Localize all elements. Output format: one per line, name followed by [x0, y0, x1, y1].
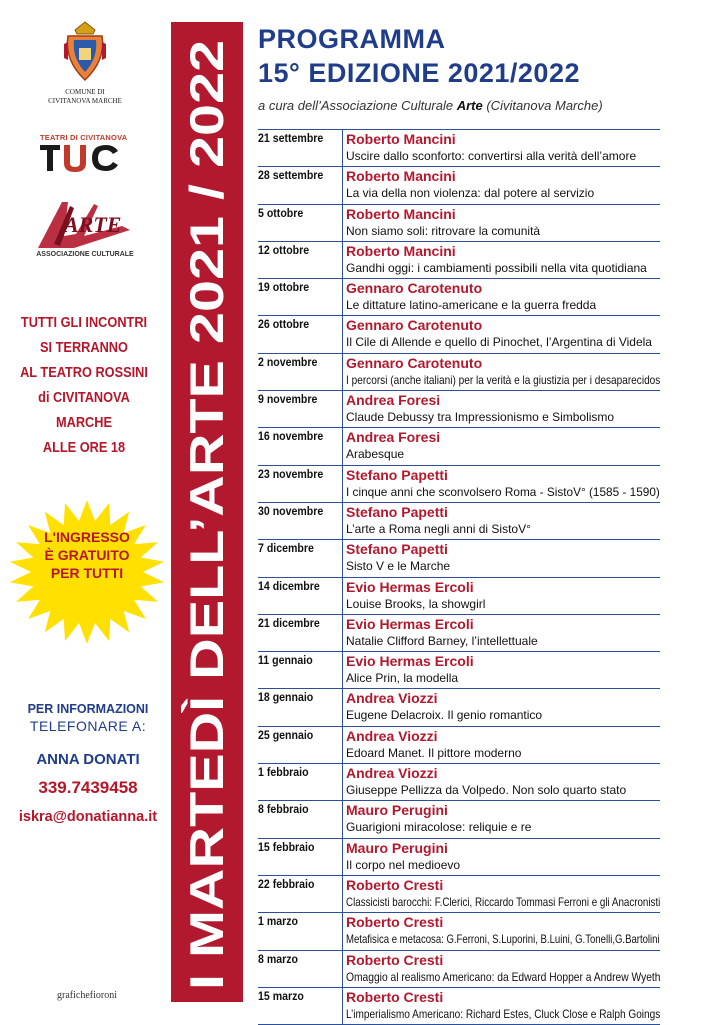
program-row — [258, 278, 660, 315]
program-title: PROGRAMMA — [258, 24, 446, 54]
program-row — [258, 204, 660, 241]
program-row — [258, 875, 660, 912]
column-divider — [342, 503, 343, 539]
event-speaker: Roberto Cresti — [346, 914, 444, 931]
arte-logo-subtitle: ASSOCIAZIONE CULTURALE — [36, 251, 134, 258]
program-row — [258, 912, 660, 949]
column-divider — [342, 913, 343, 949]
column-divider — [342, 727, 343, 763]
free-entry-line: È GRATUITO — [44, 547, 130, 563]
comune-label-line1: COMUNE DI — [65, 88, 105, 96]
event-date: 11 gennaio — [258, 655, 313, 668]
program-row — [258, 950, 660, 987]
venue-line: SI TERRANNO — [40, 340, 128, 356]
venue-line: ALLE ORE 18 — [42, 440, 126, 456]
event-speaker: Gennaro Carotenuto — [346, 354, 483, 371]
free-entry-badge — [8, 528, 166, 582]
column-divider — [342, 801, 343, 837]
event-speaker: Evio Hermas Ercoli — [346, 615, 474, 632]
printer-credit: grafichefioroni — [57, 990, 117, 1001]
column-divider — [342, 428, 343, 464]
event-date: 2 novembre — [258, 356, 318, 369]
contact-phone[interactable]: 339.7439458 — [38, 778, 138, 797]
event-speaker: Roberto Mancini — [346, 168, 456, 185]
event-title: Eugene Delacroix. Il genio romantico — [346, 708, 543, 723]
column-divider — [342, 316, 343, 352]
program-row — [258, 390, 660, 427]
event-title: Edoard Manet. Il pittore moderno — [346, 745, 522, 760]
program-row — [258, 465, 660, 502]
event-speaker: Roberto Cresti — [346, 988, 444, 1005]
column-divider — [342, 391, 343, 427]
program-row — [258, 502, 660, 539]
event-title: Non siamo soli: ritrovare la comunità — [346, 223, 541, 238]
event-speaker: Roberto Cresti — [346, 951, 444, 968]
venue-line: AL TEATRO ROSSINI — [20, 365, 148, 381]
venue-info — [10, 311, 158, 461]
program-row — [258, 763, 660, 800]
event-speaker: Stefano Papetti — [346, 541, 448, 558]
column-divider — [342, 876, 343, 912]
event-speaker: Andrea Foresi — [346, 392, 441, 409]
column-divider — [342, 167, 343, 203]
event-date: 15 febbraio — [258, 841, 315, 854]
info-subheading: TELEFONARE A: — [29, 718, 147, 734]
event-speaker: Mauro Perugini — [346, 802, 448, 819]
event-title: Giuseppe Pellizza da Volpedo. Non solo quarto stato — [346, 783, 627, 798]
event-title: I percorsi (anche italiani) per la verità e la giustizia per i desaparecidos — [346, 372, 661, 387]
teatro-logo-icon — [40, 143, 120, 173]
program-row — [258, 800, 660, 837]
event-date: 1 marzo — [258, 916, 298, 929]
contact-name: ANNA DONATI — [36, 751, 140, 768]
event-title: Classicisti barocchi: F.Clerici, Riccardo Tommasi Ferroni e gli Anacronisti — [346, 894, 661, 909]
event-date: 8 marzo — [258, 953, 298, 966]
column-divider — [342, 652, 343, 688]
column-divider — [342, 764, 343, 800]
event-speaker: Andrea Viozzi — [346, 690, 438, 707]
contact-email[interactable]: iskra@donatianna.it — [18, 809, 158, 825]
event-title: L’arte a Roma negli anni di SistoV° — [346, 521, 531, 536]
event-date: 15 marzo — [258, 990, 304, 1003]
event-date: 9 novembre — [258, 394, 318, 407]
event-date: 30 novembre — [258, 505, 324, 518]
program-row — [258, 987, 660, 1025]
curated-suffix: (Civitanova Marche) — [482, 98, 603, 113]
svg-text:ARTE: ARTE — [64, 212, 122, 237]
event-speaker: Roberto Mancini — [346, 242, 456, 259]
event-title: L’imperialismo Americano: Richard Estes, Cluck Close e Ralph Goings — [346, 1006, 661, 1021]
event-speaker: Roberto Cresti — [346, 876, 444, 893]
free-entry-line: PER TUTTI — [50, 565, 124, 581]
column-divider — [342, 242, 343, 278]
event-speaker: Andrea Viozzi — [346, 765, 438, 782]
column-divider — [342, 205, 343, 241]
event-date: 22 febbraio — [258, 878, 315, 891]
event-title: Guarigioni miracolose: reliquie e re — [346, 820, 532, 835]
event-title: Gandhi oggi: i cambiamenti possibili nella vita quotidiana — [346, 260, 647, 275]
program-row — [258, 241, 660, 278]
column-divider — [342, 578, 343, 614]
event-title: Il corpo nel medioevo — [346, 857, 461, 872]
program-row — [258, 688, 660, 725]
program-row — [258, 539, 660, 576]
band-title: I MARTEDÌ DELL’ARTE 2021 / 2022 — [180, 214, 233, 990]
event-title: Alice Prin, la modella — [346, 671, 459, 686]
arte-logo-icon — [34, 196, 134, 252]
event-speaker: Gennaro Carotenuto — [346, 317, 483, 334]
event-speaker: Roberto Mancini — [346, 205, 456, 222]
band-title-wrapper — [171, 22, 243, 1002]
curated-association: Arte — [456, 98, 483, 113]
event-date: 12 ottobre — [258, 244, 310, 257]
column-divider — [342, 466, 343, 502]
event-speaker: Roberto Mancini — [346, 131, 456, 147]
event-title: Arabesque — [346, 447, 405, 462]
column-divider — [342, 615, 343, 651]
program-edition: 15° EDIZIONE 2021/2022 — [258, 58, 580, 88]
event-speaker: Evio Hermas Ercoli — [346, 653, 474, 670]
program-table — [258, 129, 660, 1025]
program-row — [258, 614, 660, 651]
event-title: Natalie Clifford Barney, l’intellettuale — [346, 633, 538, 648]
comune-label-line2: CIVITANOVA MARCHE — [48, 97, 122, 105]
event-date: 5 ottobre — [258, 207, 304, 220]
event-title: Omaggio al realismo Americano: da Edward Hopper a Andrew Wyeth — [346, 969, 661, 984]
band-title-svg — [171, 22, 243, 1002]
event-date: 23 novembre — [258, 468, 324, 481]
program-row — [258, 838, 660, 875]
program-row — [258, 129, 660, 166]
program-row — [258, 651, 660, 688]
event-title: Louise Brooks, la showgirl — [346, 596, 486, 611]
column-divider — [342, 540, 343, 576]
event-date: 7 dicembre — [258, 543, 314, 556]
curated-prefix: a cura dell’Associazione Culturale — [258, 98, 457, 113]
teatro-logo-caption: TEATRI DI CIVITANOVA — [40, 133, 128, 142]
event-date: 26 ottobre — [258, 319, 310, 332]
event-title: Uscire dallo sconforto: convertirsi alla verità dell’amore — [346, 149, 637, 163]
column-divider — [342, 951, 343, 987]
event-date: 21 settembre — [258, 133, 324, 145]
event-title: I cinque anni che sconvolsero Roma - SistoV° (1585 - 1590) — [346, 484, 660, 499]
event-title: Metafisica e metacosa: G.Ferroni, S.Luporini, B.Luini, G.Tonelli,G.Bartolini — [346, 932, 660, 947]
event-speaker: Stefano Papetti — [346, 503, 448, 520]
column-divider — [342, 130, 343, 166]
program-row — [258, 166, 660, 203]
event-speaker: Andrea Foresi — [346, 429, 441, 446]
program-row — [258, 427, 660, 464]
event-date: 25 gennaio — [258, 729, 314, 742]
column-divider — [342, 689, 343, 725]
event-title: Sisto V e le Marche — [346, 559, 451, 574]
event-title: Le dittature latino-americane e la guerra fredda — [346, 298, 597, 313]
event-date: 14 dicembre — [258, 580, 320, 593]
venue-line: di CIVITANOVA MARCHE — [38, 390, 130, 431]
program-row — [258, 577, 660, 614]
event-title: Claude Debussy tra Impressionismo e Simbolismo — [346, 410, 615, 425]
event-title: La via della non violenza: dal potere al servizio — [346, 186, 595, 201]
event-date: 16 novembre — [258, 431, 324, 444]
info-heading: PER INFORMAZIONI — [27, 702, 149, 716]
event-speaker: Stefano Papetti — [346, 466, 448, 483]
left-column — [0, 0, 170, 1024]
venue-line: TUTTI GLI INCONTRI — [20, 315, 148, 331]
event-date: 8 febbraio — [258, 804, 309, 817]
event-speaker: Evio Hermas Ercoli — [346, 578, 474, 595]
event-speaker: Gennaro Carotenuto — [346, 280, 483, 297]
event-date: 1 febbraio — [258, 767, 309, 780]
event-date: 18 gennaio — [258, 692, 314, 705]
event-title: Il Cile di Allende e quello di Pinochet, l’Argentina di Videla — [346, 335, 652, 350]
curated-by — [258, 98, 603, 113]
column-divider — [342, 354, 343, 390]
event-date: 28 settembre — [258, 170, 324, 183]
column-divider — [342, 988, 343, 1024]
event-date: 21 dicembre — [258, 617, 320, 630]
column-divider — [342, 279, 343, 315]
comune-crest-icon — [62, 20, 108, 84]
free-entry-line: L'INGRESSO — [44, 529, 130, 545]
event-speaker: Mauro Perugini — [346, 839, 448, 856]
program-row — [258, 726, 660, 763]
event-speaker: Andrea Viozzi — [346, 727, 438, 744]
event-date: 19 ottobre — [258, 282, 310, 295]
program-row — [258, 315, 660, 352]
program-row — [258, 353, 660, 390]
column-divider — [342, 839, 343, 875]
